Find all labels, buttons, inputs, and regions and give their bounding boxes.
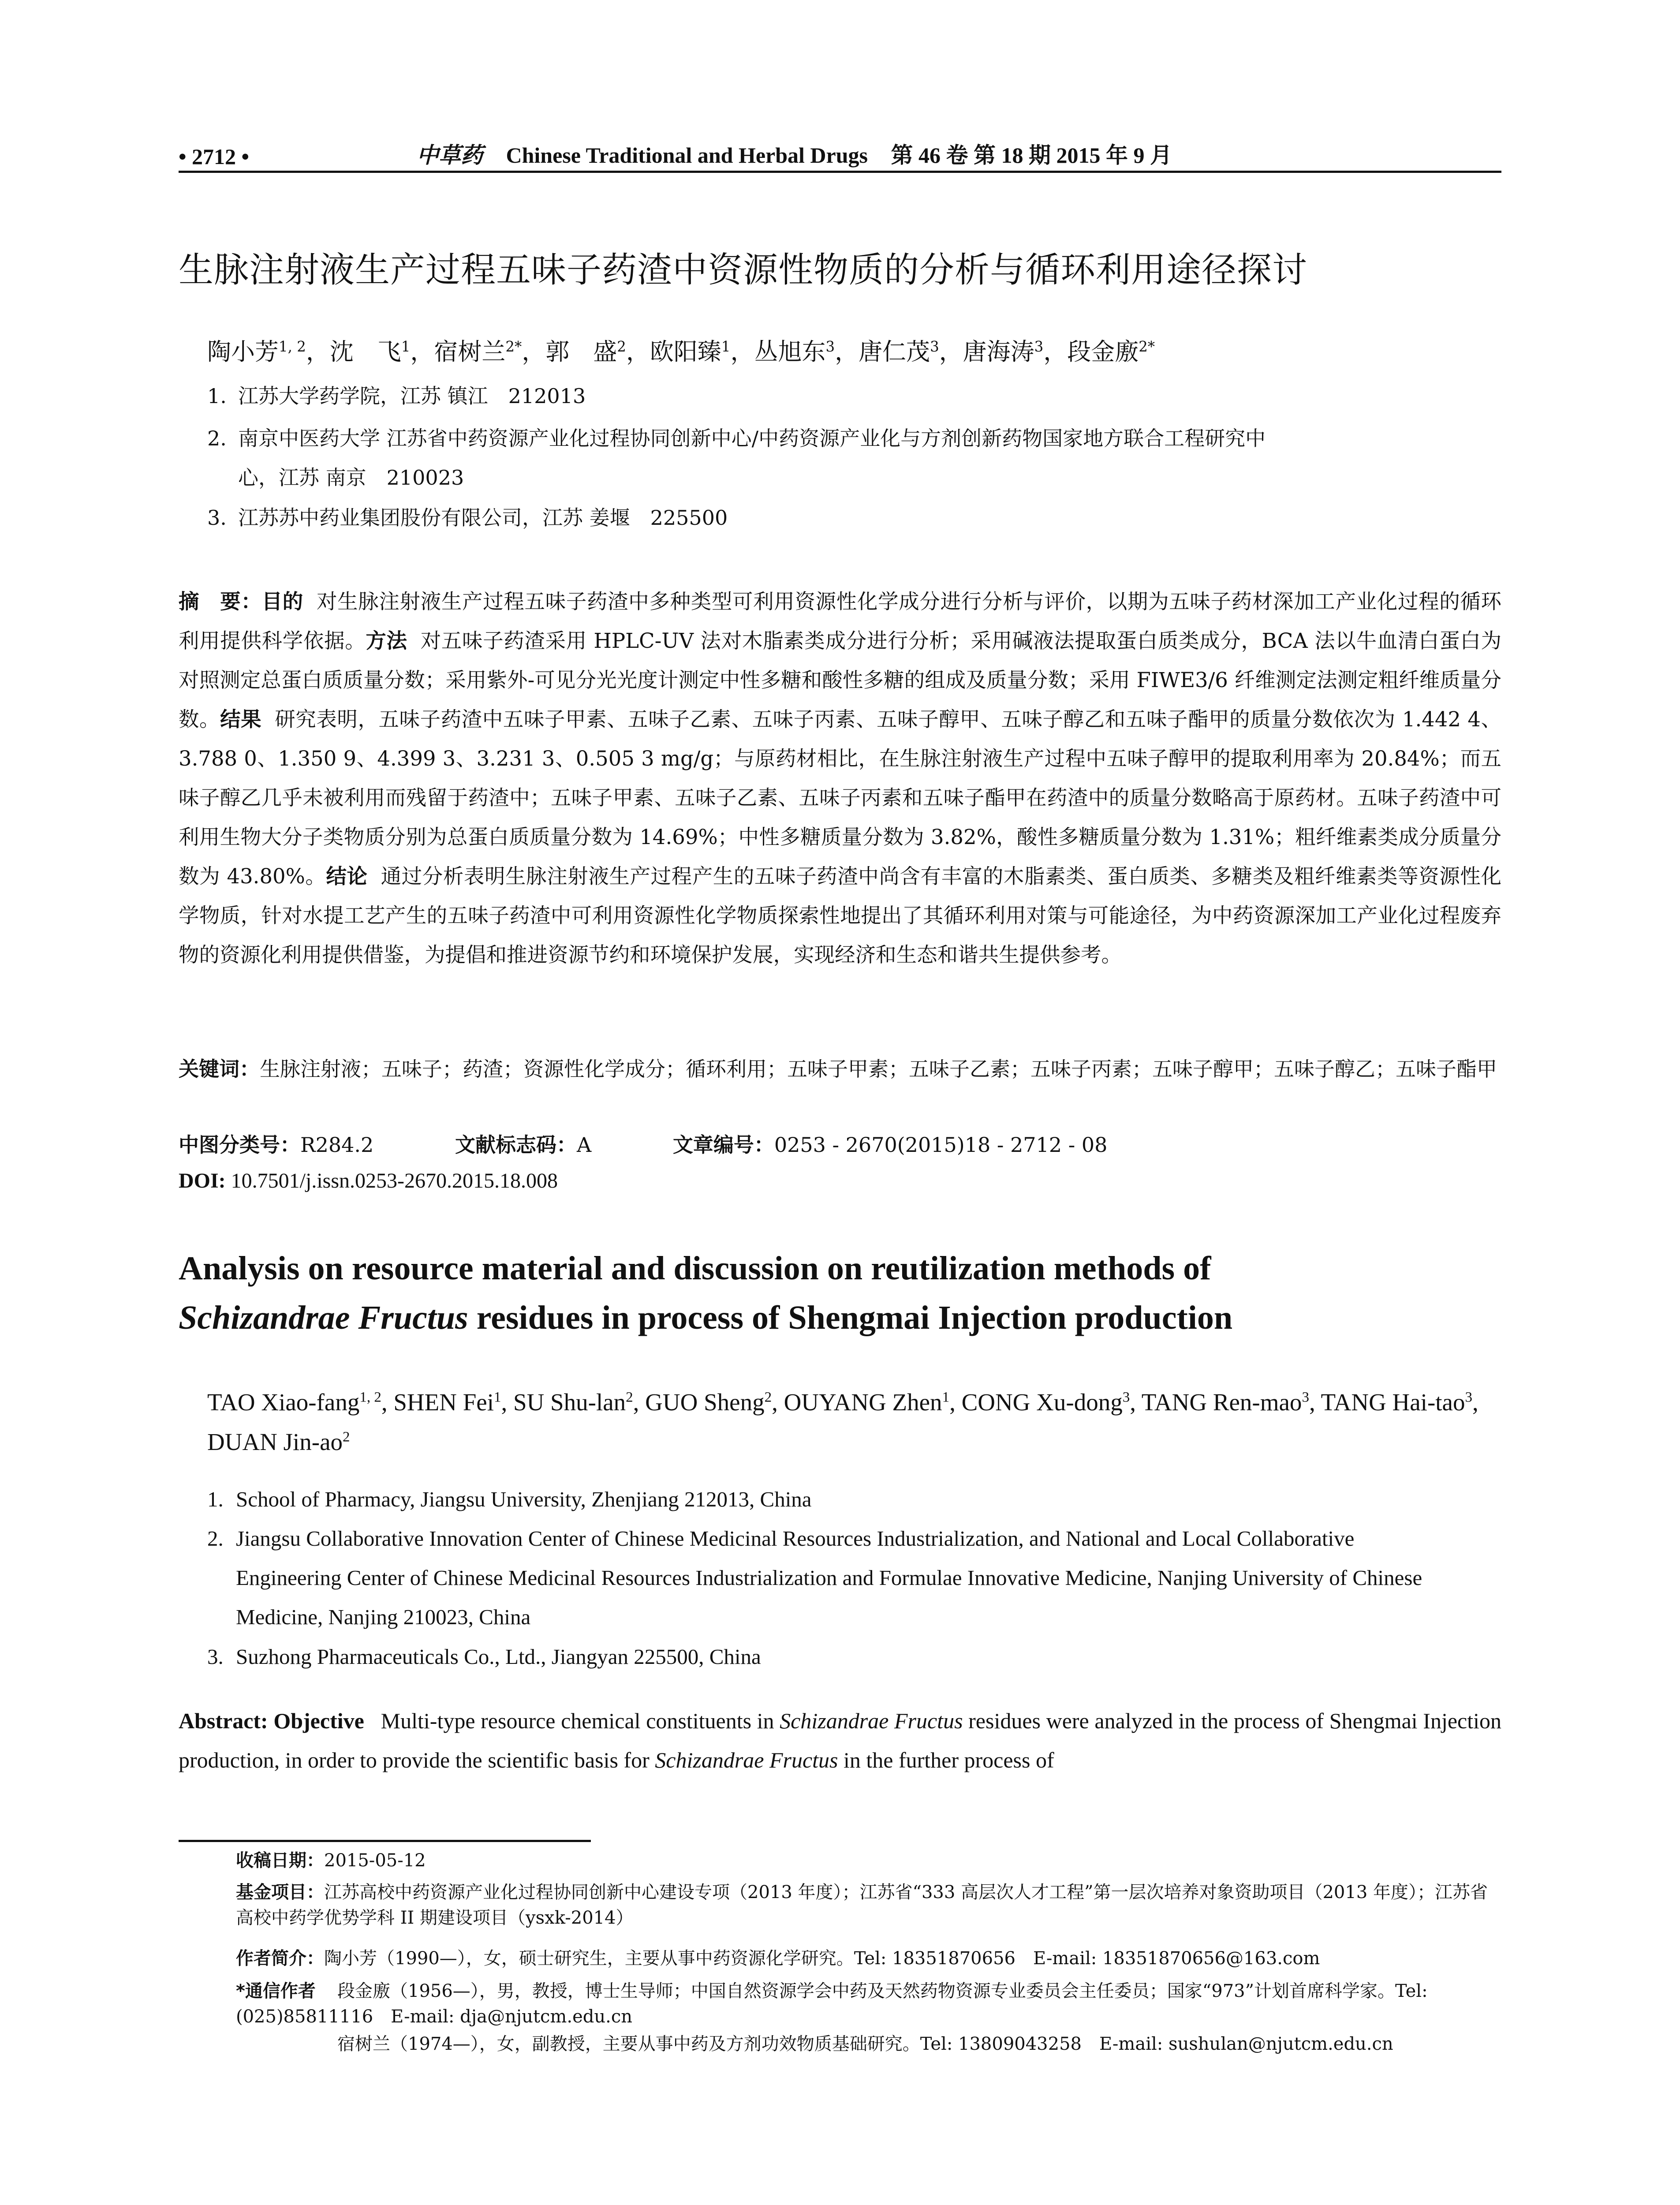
cn-author-affil-mark: 3: [1034, 338, 1044, 355]
en-author-affil-mark: 1: [494, 1389, 501, 1405]
en-author: [962, 1389, 1142, 1416]
cn-author-name: 沈 飞: [329, 338, 401, 366]
en-author-sep: ,: [772, 1389, 784, 1416]
en-author-name: TANG Ren-mao: [1141, 1389, 1302, 1416]
doc-code-label: 文献标志码：: [455, 1133, 577, 1157]
cn-author-affil-mark: 1, 2: [279, 338, 306, 355]
cn-author: [330, 338, 434, 366]
doi-line: [179, 1169, 558, 1193]
doc-code-value: A: [576, 1133, 592, 1157]
en-author-affil-mark: 3: [1465, 1389, 1472, 1405]
cn-author-name: 唐仁茂: [859, 338, 930, 366]
cn-author: [434, 338, 545, 366]
cn-author-sep: ，: [410, 338, 434, 366]
title-en: [179, 1244, 1232, 1342]
cn-author: [545, 338, 650, 366]
en-author: [645, 1389, 784, 1416]
results-label: 结果: [220, 707, 262, 731]
cn-author-affil-mark: 3: [825, 338, 835, 355]
cn-author: [859, 338, 963, 366]
affiliation-en-2: 2. Jiangsu Collaborative Innovation Center of Chinese Medicinal Resources Industrialization, and National and Local Collaborative Engineering Center of Chinese Medicinal Resources Industrialization and Formulae Innovative Medicine, Nanjing University of Chinese Medicine, Nanjing 210023, China: [207, 1526, 1422, 1629]
en-author-sep: ,: [633, 1389, 646, 1416]
cn-author-name: 郭 盛: [545, 338, 617, 366]
conclusion-label: 结论: [326, 864, 368, 888]
en-author-affil-mark: 2: [343, 1429, 350, 1445]
en-author-name: GUO Sheng: [645, 1389, 765, 1416]
conclusion-text: 通过分析表明生脉注射液生产过程产生的五味子药渣中尚含有丰富的木脂素类、蛋白质类、多糖类及粗纤维素类等资源性化学物质，针对水提工艺产生的五味子药渣中可利用资源性化学物质探索性地提出了其循环利用对策与可能途径，为中药资源深加工产业化过程废弃物的资源化利用提供借鉴，为提倡和推进资源节约和环境保护发展，实现经济和生态和谐共生提供参考。: [179, 864, 1501, 967]
cn-author: [1067, 338, 1155, 366]
cn-author-sep: ，: [626, 338, 650, 366]
authors-en: [207, 1383, 1517, 1462]
en-author-affil-mark: 1, 2: [359, 1389, 381, 1405]
affiliation-cn-1: 1. 江苏大学药学院，江苏 镇江 212013: [207, 384, 586, 408]
en-author-affil-mark: 1: [942, 1389, 950, 1405]
en-author: [1321, 1389, 1478, 1416]
article-no-label: 文章编号：: [672, 1133, 774, 1157]
footnote-corresponding: *通信作者 段金廒（1956—），男，教授，博士生导师；中国自然资源学会中药及天然药物资源专业委员会主任委员；国家“973”计划首席科学家。Tel: (025)85811116 E-mail: dja@njutcm.edu.cn 宿树兰（1974—），女，副教授，主要从事中药及方剂功效物质基础研究。Tel: 13809043258 E-mail: sushulan@njutcm.edu.cn: [236, 1981, 1428, 2054]
title-en-species: Schizandrae Fructus: [179, 1299, 468, 1336]
en-author: [207, 1389, 393, 1416]
clc-label: 中图分类号：: [179, 1133, 300, 1157]
journal-issue: 第 46 卷 第 18 期 2015 年 9 月: [891, 143, 1172, 168]
doi-label: DOI:: [179, 1169, 226, 1192]
title-en-line2: residues in process of Shengmai Injection production: [468, 1299, 1233, 1336]
en-author: [784, 1389, 962, 1416]
article-no-value: 0253 - 2670(2015)18 - 2712 - 08: [774, 1133, 1108, 1157]
title-cn: 生脉注射液生产过程五味子药渣中资源性物质的分析与循环利用途径探讨: [179, 250, 1307, 290]
clc-value: R284.2: [300, 1133, 374, 1157]
en-author-sep: ,: [949, 1389, 962, 1416]
keywords-text: 生脉注射液；五味子；药渣；资源性化学成分；循环利用；五味子甲素；五味子乙素；五味子丙素；五味子醇甲；五味子醇乙；五味子酯甲: [260, 1057, 1497, 1081]
cn-author: [754, 338, 859, 366]
en-author-name: DUAN Jin-ao: [207, 1428, 343, 1455]
en-author-affil-mark: 2: [764, 1389, 772, 1405]
affiliation-en-3: 3. Suzhong Pharmaceuticals Co., Ltd., Jiangyan 225500, China: [207, 1644, 761, 1669]
methods-text: 对五味子药渣采用 HPLC-UV 法对木脂素类成分进行分析；采用碱液法提取蛋白质类成分，BCA 法以牛血清白蛋白为对照测定总蛋白质质量分数；采用紫外-可见分光光度计测定中性多糖和酸性多糖的组成及质量分数；采用 FIWE3/6 纤维测定法测定粗纤维质量分数。: [179, 629, 1501, 731]
cn-author: [650, 338, 754, 366]
page-number: • 2712 •: [179, 144, 250, 169]
cn-author-affil-mark: 2: [617, 338, 626, 355]
en-author-sep: ,: [1309, 1389, 1321, 1416]
cn-author-name: 唐海涛: [963, 338, 1034, 366]
cn-author-affil-mark: 2*: [1139, 338, 1155, 355]
abstract-en-label: Abstract: Objective: [179, 1708, 364, 1733]
header-rule: [179, 171, 1501, 173]
authors-cn: [207, 333, 1155, 367]
cn-author-affil-mark: 3: [930, 338, 939, 355]
en-author-affil-mark: 3: [1122, 1389, 1130, 1405]
objective-label: 目的: [261, 590, 303, 613]
en-author-affil-mark: 3: [1302, 1389, 1309, 1405]
journal-name: [417, 138, 1172, 169]
affiliation-en-1: 1. School of Pharmacy, Jiangsu University, Zhenjiang 212013, China: [207, 1487, 812, 1511]
en-author-name: SU Shu-lan: [513, 1389, 626, 1416]
en-author-sep: ,: [501, 1389, 513, 1416]
abstract-en: Abstract: Objective Multi-type resource chemical constituents in Schizandrae Fructus residues were analyzed in the process of Shengmai Injection production, in order to provide the scientific basis for Schizandrae Fructus in the further process of: [179, 1708, 1502, 1772]
en-author: [393, 1389, 513, 1416]
en-author: [513, 1389, 645, 1416]
cn-author-name: 宿树兰: [434, 338, 506, 366]
results-text: 研究表明，五味子药渣中五味子甲素、五味子乙素、五味子丙素、五味子醇甲、五味子醇乙和五味子酯甲的质量分数依次为 1.442 4、3.788 0、1.350 9、4.399 3、3.231 3、0.505 3 mg/g；与原药材相比，在生脉注射液生产过程中五味子醇甲的提取利用率为 20.84%；而五味子醇乙几乎未被利用而残留于药渣中；五味子甲素、五味子乙素、五味子丙素和五味子酯甲在药渣中的质量分数略高于原药材。五味子药渣中可利用生物大分子类物质分别为总蛋白质质量分数为 14.69%；中性多糖质量分数为 3.82%，酸性多糖质量分数为 1.31%；粗纤维素类成分质量分数为 43.80%。: [179, 707, 1502, 888]
cn-author-sep: ，: [1043, 338, 1068, 366]
en-author: [1142, 1389, 1321, 1416]
footnote-rule: [179, 1840, 591, 1842]
en-author-sep: ,: [1130, 1389, 1142, 1416]
en-author: [207, 1428, 350, 1455]
cn-author-sep: ，: [306, 338, 330, 366]
running-header: [179, 138, 1501, 173]
keywords-label: 关键词：: [179, 1057, 260, 1081]
cn-author-affil-mark: 1: [721, 338, 731, 355]
doi-value: 10.7501/j.issn.0253-2670.2015.18.008: [231, 1169, 558, 1192]
methods-label: 方法: [366, 629, 407, 653]
footnote-received: 收稿日期：2015-05-12: [236, 1850, 426, 1871]
cn-author: [963, 338, 1068, 366]
cn-author-name: 段金廒: [1067, 338, 1139, 366]
cn-author-affil-mark: 2*: [505, 338, 522, 355]
objective-text: 对生脉注射液生产过程五味子药渣中多种类型可利用资源性化学成分进行分析与评价，以期为五味子药材深加工产业化过程的循环利用提供科学依据。: [179, 590, 1502, 653]
en-author-name: CONG Xu-dong: [961, 1389, 1123, 1416]
cn-author-name: 欧阳臻: [650, 338, 721, 366]
cn-author-sep: ，: [835, 338, 859, 366]
cn-author-sep: ，: [730, 338, 754, 366]
en-author-name: OUYANG Zhen: [784, 1389, 942, 1416]
cn-author-name: 丛旭东: [754, 338, 826, 366]
title-en-line1: Analysis on resource material and discussion on reutilization methods of: [179, 1250, 1211, 1287]
cn-author: [207, 338, 330, 366]
keywords-cn: [179, 1050, 1501, 1089]
affiliation-cn-3: 3. 江苏苏中药业集团股份有限公司，江苏 姜堰 225500: [207, 506, 728, 530]
footnote-fund: 基金项目：江苏高校中药资源产业化过程协同创新中心建设专项（2013 年度）；江苏省“333 高层次人才工程”第一层次培养对象资助项目（2013 年度）；江苏省高校中药学优势学科 II 期建设项目（ysxk-2014）: [236, 1882, 1488, 1928]
classification-line: [179, 1129, 1182, 1158]
journal-name-en: Chinese Traditional and Herbal Drugs: [506, 143, 868, 168]
en-author-name: SHEN Fei: [393, 1389, 494, 1416]
en-author-name: TANG Hai-tao: [1321, 1389, 1465, 1416]
cn-author-name: 陶小芳: [207, 338, 279, 366]
affiliation-cn-2: 2. 南京中医药大学 江苏省中药资源产业化过程协同创新中心/中药资源产业化与方剂创新药物国家地方联合工程研究中 心，江苏 南京 210023: [207, 426, 1266, 490]
en-author-affil-mark: 2: [626, 1389, 633, 1405]
abstract-cn-label: 摘 要：: [179, 590, 262, 613]
en-author-name: TAO Xiao-fang: [207, 1389, 360, 1416]
en-author-sep: ,: [381, 1389, 394, 1416]
cn-author-sep: ，: [939, 338, 963, 366]
abstract-cn: [179, 582, 1501, 975]
cn-author-sep: ，: [522, 338, 546, 366]
journal-name-cn: 中草药: [417, 142, 483, 168]
cn-author-affil-mark: 1: [401, 338, 411, 355]
en-author-sep: ,: [1472, 1389, 1478, 1416]
footnote-author-bio: 作者简介：陶小芳（1990—），女，硕士研究生，主要从事中药资源化学研究。Tel: 18351870656 E-mail: 18351870656@163.com: [236, 1948, 1320, 1969]
